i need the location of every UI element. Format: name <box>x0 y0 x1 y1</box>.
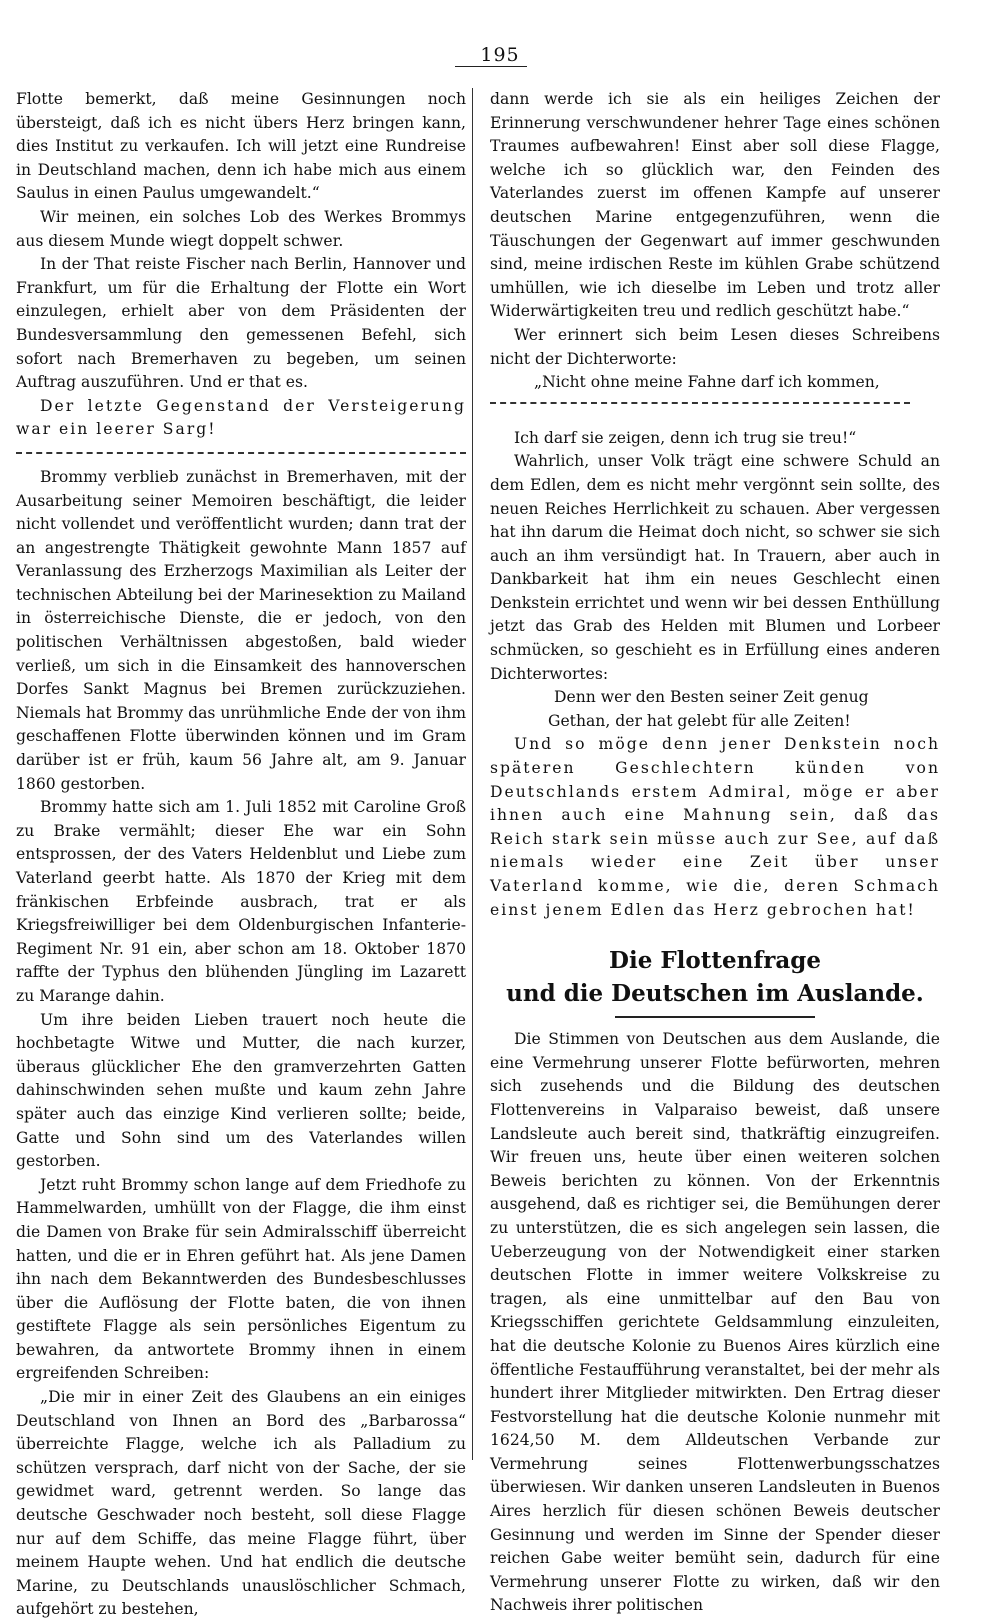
page-number-underline <box>455 66 527 67</box>
headline-underline <box>615 1016 815 1018</box>
paragraph: Jetzt ruht Brommy schon lange auf dem Friedhofe zu Hammelwarden, umhüllt von der Flagge, die ihm einst die Damen von Brake für sein Admiralsschiff überreicht hatten, und die er in Ehren geführt hat. Als jene Damen ihn nach dem Bekanntwerden des Bundesbeschlusses über die Auflösung der Flotte baten, die von ihnen gestiftete Flagge als sein persönliches Eigentum zu bewahren, da antwortete Brommy ihnen in einem ergreifenden Schreiben: <box>16 1175 466 1383</box>
paragraph: Wahrlich, unser Volk trägt eine schwere Schuld an dem Edlen, dem es nicht mehr vergönnt sein sollte, des neuen Reiches Herrlichkeit zu schauen. Aber vergessen hat ihn darum die Heimat doch nicht, so schwer sie sich auch an ihm versündigt hat. In Trauern, aber auch in Dankbarkeit hat ihm ein neues Geschlecht einen Denkstein errichtet und wenn wir bei dessen Enthüllung jetzt das Grab des Helden mit Blumen und Lorbeer schmücken, so geschieht es in Erfüllung eines anderen Dichterwortes: <box>490 452 940 683</box>
verse-line: „Nicht ohne meine Fahne darf ich kommen, <box>534 373 880 392</box>
section-divider <box>16 452 466 454</box>
paragraph: In der That reiste Fischer nach Berlin, Hannover und Frankfurt, um für die Erhaltung der Flotte ein Wort einzulegen, erhielt aber von dem Präsidenten der Bundesversammlung den gemessenen Befehl, sich sofort nach Bremerhaven zu begeben, um seinen Auftrag auszuführen. Und er that es. <box>16 255 466 392</box>
quoted-letter: „Die mir in einer Zeit des Glaubens an ein einiges Deutschland von Ihnen an Bord des „Barbarossa“ überreichte Flagge, welche ich als Palladium zu schützen versprach, darf nicht von der Sache, der sie gewidmet ward, getrennt werden. So lange das deutsche Geschwader noch besteht, soll diese Flagge nur auf dem Schiffe, das meine Flagge führt, über meinem Haupte wehen. Und hat endlich die deutsche Marine, zu Deutschlands unauslöschlicher Schmach, aufgehört zu bestehen, <box>16 1388 466 1619</box>
paragraph: Um ihre beiden Lieben trauert noch heute die hochbetagte Witwe und Mutter, die nach kurzer, überaus glücklicher Ehe den gramverzehrten Gatten dahinschwinden sehen mußte und kaum zehn Jahre später auch das einzige Kind verlieren sollte; beide, Gatte und Sohn sind um des Vaterlandes willen gestorben. <box>16 1010 466 1171</box>
paragraph: Wir meinen, ein solches Lob des Werkes Brommys aus diesem Munde wiegt doppelt schwer. <box>16 207 466 250</box>
paragraph: dann werde ich sie als ein heiliges Zeichen der Erinnerung verschwundener hehrer Tage eines schönen Traumes aufbewahren! Einst aber soll diese Flagge, welche ich so glücklich war, den Feinden des Vaterlandes zuerst im offenen Kampfe auf unserer deutschen Marine entgegenzuführen, wenn die Täuschungen der Gegenwart auf immer geschwunden sind, meine irdischen Reste im kühlen Grabe schützend umhüllen, wie ich dieselbe im Leben und trotz aller Widerwärtigkeiten treu und redlich geschützt habe.“ <box>490 90 940 321</box>
right-column <box>490 88 940 1618</box>
paragraph-spaced: Und so möge denn jener Denkstein noch späteren Geschlechtern künden von Deutschlands erstem Admiral, möge er aber ihnen auch eine Mahnung sein, daß das Reich stark sein müsse auch zur See, auf daß niemals wieder eine Zeit über unser Vaterland komme, wie die, deren Schmach einst jenem Edlen das Herz gebrochen hat! <box>490 735 940 919</box>
verse-omission-dashes <box>490 402 910 422</box>
paragraph: Wer erinnert sich beim Lesen dieses Schreibens nicht der Dichterworte: <box>490 325 940 368</box>
column-divider <box>472 88 473 1460</box>
paragraph: Brommy verblieb zunächst in Bremerhaven, mit der Ausarbeitung seiner Memoiren beschäftigt, die leider nicht vollendet und veröffentlicht wurden; dann trat der an angestrengte Thätigkeit gewohnte Mann 1857 auf Veranlassung des Erzherzogs Maximilian als Leiter der technischen Abteilung bei der Marinesektion zu Mailand in österreichische Dienste, die er jedoch, von den politischen Verhältnissen abgestoßen, bald wieder verließ, um sich in die Einsamkeit des hannoverschen Dorfes Sankt Magnus bei Bremen zurückzuziehen. Niemals hat Brommy das unrühmliche Ende der von ihm geschaffenen Flotte überwinden können und im Gram darüber ist er früh, kaum 56 Jahre alt, am 9. Januar 1860 gestorben. <box>16 467 466 793</box>
article-body: Die Stimmen von Deutschen aus dem Auslande, die eine Vermehrung unserer Flotte befürworten, mehren sich zusehends und die Bildung des deutschen Flottenvereins in Valparaiso beweist, daß unsere Landsleute auch bereit sind, thatkräftig einzugreifen. Wir freuen uns, heute über einen weiteren solchen Beweis berichten zu können. Von der Erkenntnis ausgehend, daß es richtiger sei, die Bemühungen derer zu unterstützen, die es sich angelegen sein lassen, die Ueberzeugung von der Notwendigkeit einer starken deutschen Flotte in immer weitere Volkskreise zu tragen, als eine unmittelbar auf den Bau von Kriegsschiffen gerichtete Geldsammlung einzuleiten, hat die deutsche Kolonie zu Buenos Aires kürzlich eine öffentliche Festaufführung veranstaltet, bei der mehr als hundert ihrer Mitglieder mitwirkten. Den Ertrag dieser Festvorstellung hat die deutsche Kolonie nunmehr mit 1624,50 M. dem Alldeutschen Verbande zur Vermehrung seines Flottenwerbungsschatzes überwiesen. Wir danken unseren Landsleuten in Buenos Aires herzlich für diesen schönen Beweis deutscher Gesinnung und werden im Sinne der Spender dieser reichen Gabe weiter bemüht sein, dadurch für eine Vermehrung unserer Flotte zu wirken, daß wir den Nachweis ihrer politischen <box>490 1030 940 1615</box>
verse-line: Ich darf sie zeigen, denn ich trug sie treu!“ <box>514 428 857 447</box>
article-headline <box>490 944 940 1010</box>
paragraph: Brommy hatte sich am 1. Juli 1852 mit Caroline Groß zu Brake vermählt; dieser Ehe war ein Sohn entsprossen, der des Vaters Heldenblut und Liebe zum Vaterland geerbt hatte. Als 1870 der Krieg mit dem fränkischen Erbfeinde ausbrach, trat er als Kriegsfreiwilliger bei dem Oldenburgischen Infanterie-Regiment Nr. 91 ein, aber schon am 18. Oktober 1870 raffte der Typhus den blühenden Jüngling im Lazarett zu Marange dahin. <box>16 798 466 1005</box>
headline-line: und die Deutschen im Auslande. <box>506 980 924 1008</box>
page-number: 195 <box>480 44 520 66</box>
headline-line: Die Flottenfrage <box>609 947 821 975</box>
left-column <box>16 88 466 1622</box>
paragraph-spaced: Der letzte Gegenstand der Versteigerung war ein leerer Sarg! <box>16 396 466 439</box>
paragraph: Flotte bemerkt, daß meine Gesinnungen noch übersteigt, daß ich es nicht übers Herz bringen kann, dies Institut zu verkaufen. Ich will jetzt eine Rundreise in Deutschland machen, denn ich habe mich aus einem Saulus in einen Paulus umgewandelt.“ <box>16 90 466 203</box>
verse-line: Denn wer den Besten seiner Zeit genug <box>554 688 869 707</box>
verse-line: Gethan, der hat gelebt für alle Zeiten! <box>548 711 851 730</box>
